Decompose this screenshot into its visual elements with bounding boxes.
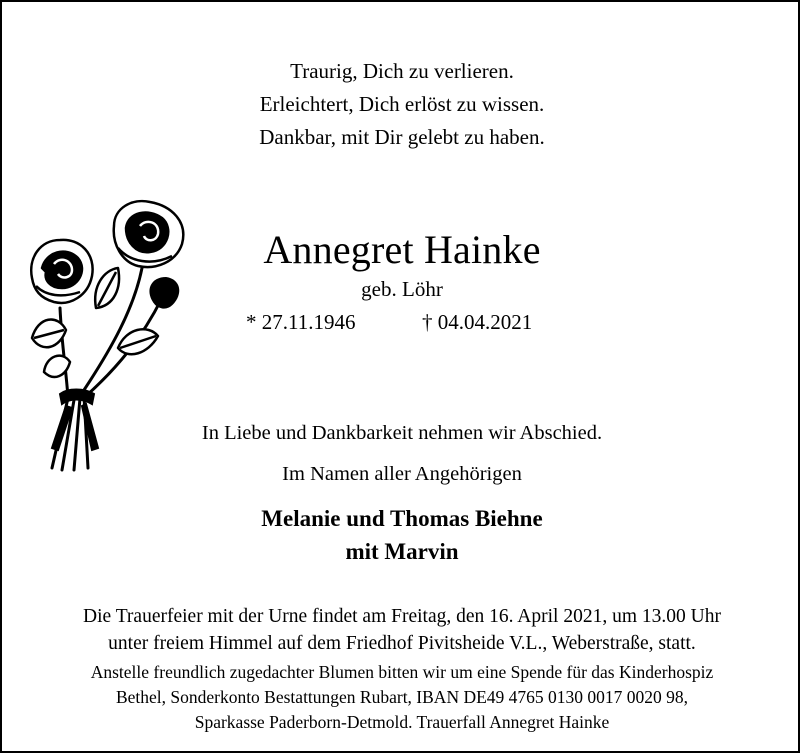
ceremony-line-1: Die Trauerfeier mit der Urne findet am Freitag, den 16. April 2021, um 13.00 Uhr [83, 606, 721, 627]
maiden-name: geb. Löhr [361, 277, 443, 301]
verse-line-2: Erleichtert, Dich erlöst zu wissen. [259, 92, 545, 116]
farewell-text: In Liebe und Dankbarkeit nehmen wir Abschied. [201, 422, 603, 444]
ceremony-line-2: unter freiem Himmel auf dem Friedhof Pivitsheide V.L., Weberstraße, statt. [108, 633, 696, 654]
verse-line-1: Traurig, Dich zu verlieren. [290, 59, 514, 83]
birth-date: * 27.11.1946 [246, 310, 356, 334]
verse-line-3: Dankbar, mit Dir gelebt zu haben. [259, 125, 545, 149]
donation-line-2: Bethel, Sonderkonto Bestattungen Rubart, IBAN DE49 4765 0130 0017 0020 98, [115, 687, 689, 707]
life-dates [2, 310, 800, 338]
family-line-1: Melanie und Thomas Biehne [261, 506, 543, 531]
donation-line-1: Anstelle freundlich zugedachter Blumen bitten wir um eine Spende für das Kinderhospiz [90, 662, 714, 682]
on-behalf-text: Im Namen aller Angehörigen [282, 463, 522, 485]
deceased-name: Annegret Hainke [263, 227, 541, 272]
donation-line-3: Sparkasse Paderborn-Detmold. Trauerfall Annegret Hainke [194, 712, 610, 732]
death-date: † 04.04.2021 [422, 310, 533, 334]
family-line-2: mit Marvin [345, 539, 459, 564]
